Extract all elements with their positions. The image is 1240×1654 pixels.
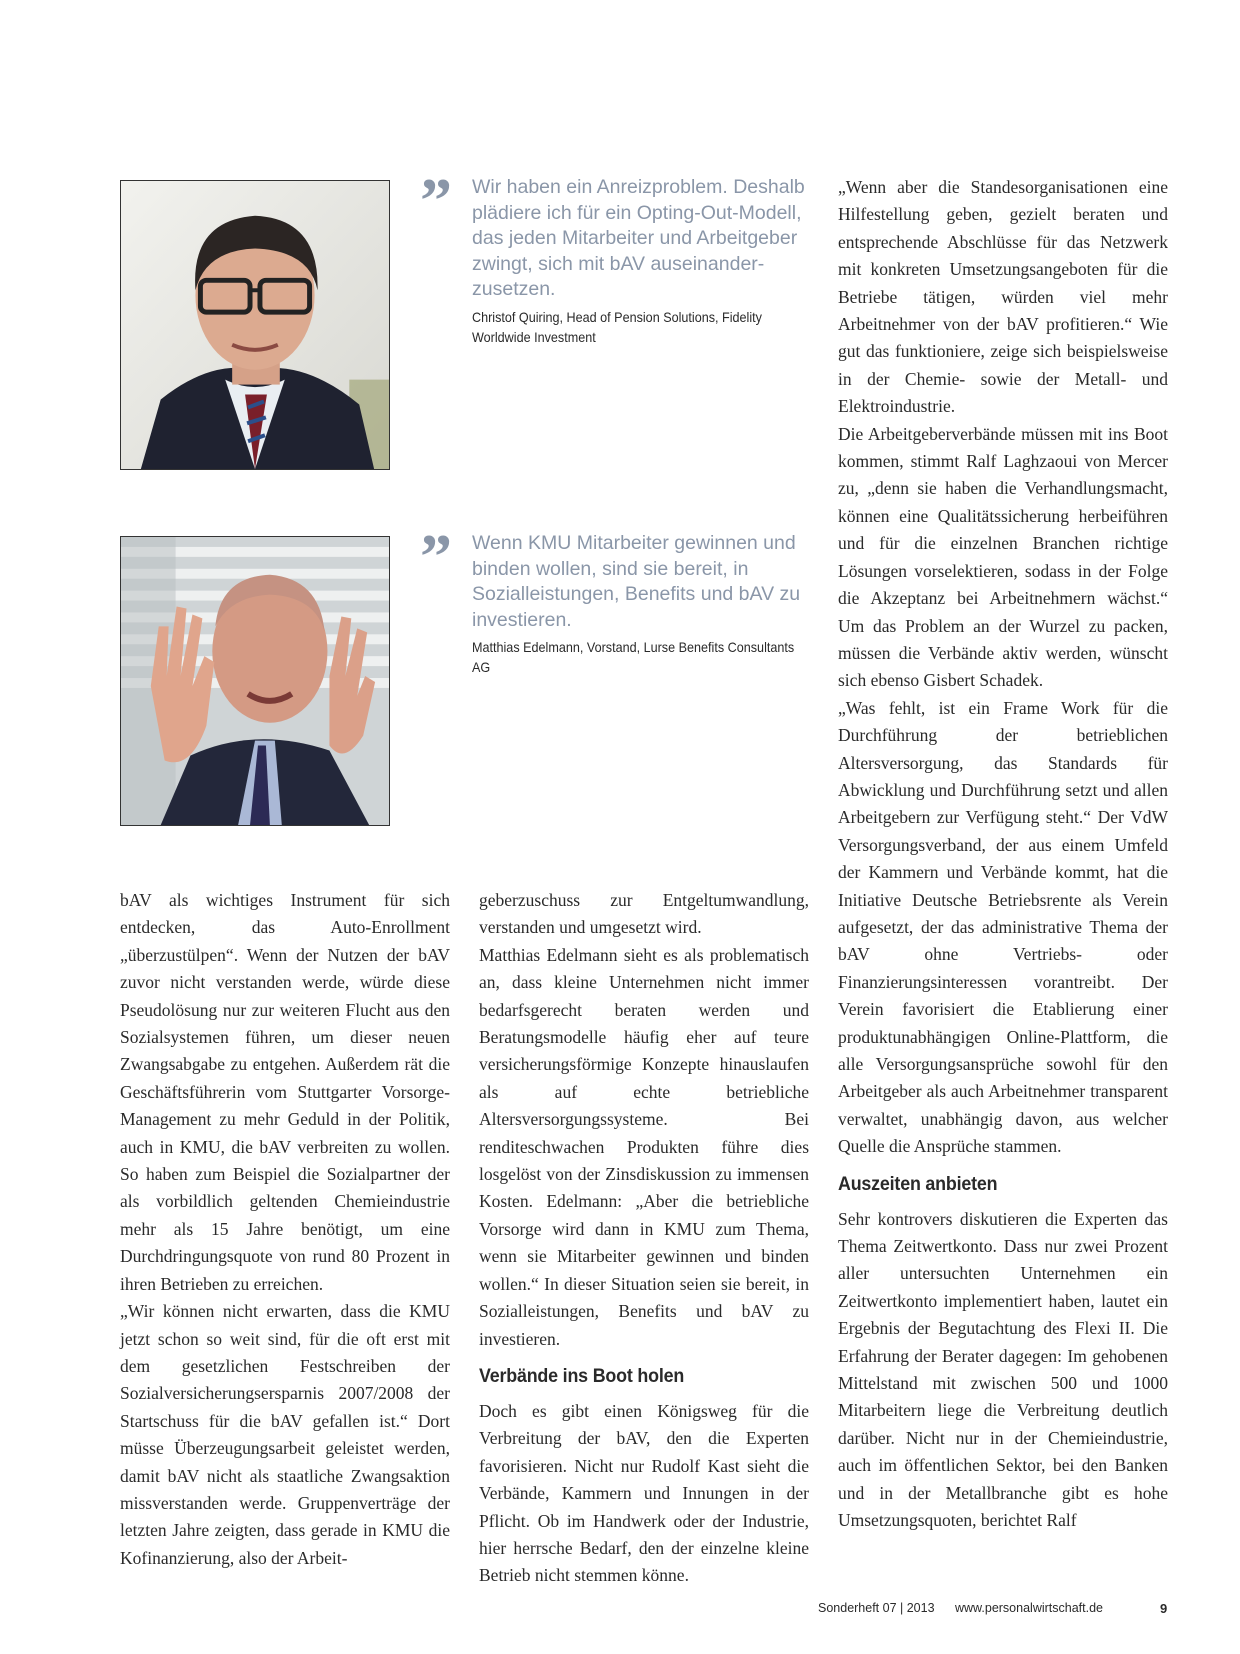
portrait-matthias-edelmann bbox=[120, 536, 390, 826]
page-number: 9 bbox=[1160, 1601, 1168, 1616]
article-column-3 bbox=[838, 174, 1168, 1535]
issue-label: Sonderheft 07 | 2013 bbox=[818, 1601, 935, 1615]
section-heading: Auszeiten anbieten bbox=[838, 1173, 998, 1195]
quote-text: Wenn KMU Mitarbeiter gewinnen und binden wollen, sind sie bereit, in Sozialleistungen, Benefits und bAV zu investieren. bbox=[472, 532, 801, 631]
quote-attribution: Matthias Edelmann, Vorstand, Lurse Benefits Consultants AG bbox=[472, 639, 795, 675]
quote-mark-icon: ” bbox=[420, 521, 448, 592]
article-column-1 bbox=[120, 887, 450, 1572]
paragraph: Die Arbeitgeberverbände müssen mit ins Boot kommen, stimmt Ralf Laghzaoui von Mercer zu, „denn sie haben die Verhandlungsmacht, können eine Qualitätssicherung herbeiführen und für die einzelnen Branchen richtige Lösungen vorselektieren, sodass in der Folge die Akzeptanz bei Arbeitnehmern wächst.“ Um das Problem an der Wurzel zu packen, müssen die Verbände aktiv werden, wünscht sich ebenso Gisbert Schadek. bbox=[838, 423, 1168, 691]
section-heading: Verbände ins Boot holen bbox=[479, 1365, 685, 1387]
quote-mark-icon: ” bbox=[420, 165, 448, 236]
quote-attribution: Christof Quiring, Head of Pension Solutions, Fidelity Worldwide Investment bbox=[472, 308, 762, 345]
website-link[interactable]: www.personalwirtschaft.de bbox=[955, 1601, 1103, 1615]
paragraph: „Wir können nicht erwarten, dass die KMU jetzt schon so weit sind, für die oft erst mit dem gesetzlichen Festschreiben der Sozialversicherungsersparnis 2007/2008 der Startschuss für die bAV gefallen ist.“ Dort müsse Überzeugungsarbeit geleistet werden, damit bAV nicht als staatliche Zwangsaktion missverstanden werde. Gruppenverträge der letzten Jahre zeigten, dass gerade in KMU die Kofinanzierung, also der Arbeit- bbox=[120, 1301, 450, 1568]
pull-quote-edelmann bbox=[420, 521, 810, 677]
paragraph: „Wenn aber die Standesorganisationen eine Hilfestellung geben, gezielt beraten und entsprechende Abschlüsse für das Netzwerk mit konkreten Umsetzungsangeboten für die Betriebe tätigen, würden viel mehr Arbeitnehmer von der bAV profitieren.“ Wie gut das funktioniere, zeige sich beispielsweise in der Chemie- sowie der Metall- und Elektroindustrie. bbox=[838, 177, 1168, 417]
paragraph: geberzuschuss zur Entgeltumwandlung, verstanden und umgesetzt wird. bbox=[479, 890, 809, 938]
portrait-christof-quiring bbox=[120, 180, 390, 470]
article-column-2 bbox=[479, 887, 809, 1590]
paragraph: Sehr kontrovers diskutieren die Experten das Thema Zeitwertkonto. Dass nur zwei Prozent aller untersuchten Unternehmen ein Zeitwertkonto implementiert haben, lautet ein Ergebnis der Begutachtung des Flexi II. Die Erfahrung der Berater dagegen: Im gehobenen Mittelstand mit zwischen 500 und 1000 Mitarbeitern liege die Verbreitung deutlich darüber. Nicht nur in der Chemieindustrie, auch im öffentlichen Sektor, bei den Banken und in der Metallbranche gibt es hohe Umsetzungsquoten, berichtet Ralf bbox=[838, 1208, 1168, 1531]
pull-quote-quiring bbox=[420, 165, 810, 347]
quote-text: Wir haben ein Anreizproblem. Deshalb plädiere ich für ein Opting-Out-Modell, das jeden Mitarbeiter und Arbeitgeber zwingt, sich mit bAV auseinander-zusetzen. bbox=[472, 176, 805, 300]
paragraph: Matthias Edelmann sieht es als problematisch an, dass kleine Unternehmen nicht immer bedarfsgerecht beraten werden und Beratungsmodelle häufig eher auf teure versicherungsförmige Konzepte hinauslaufen als auf echte betriebliche Altersversorgungssysteme. Bei renditeschwachen Produkten führe dies losgelöst von der Zinsdiskussion zu immensen Kosten. Edelmann: „Aber die betriebliche Vorsorge wird dann in KMU zum Thema, wenn sie Mitarbeiter gewinnen und binden wollen.“ In dieser Situation seien sie bereit, in Sozialleistungen, Benefits und bAV zu investieren. bbox=[479, 944, 809, 1349]
paragraph: „Was fehlt, ist ein Frame Work für die Durchführung der betrieblichen Altersversorgung, das Standards für Abwicklung und Durchführung setzt und allen Arbeitgebern zur Verfügung steht.“ Der VdW Versorgungsverband, der aus einem Umfeld der Kammern und Verbände kommt, hat die Initiative Deutsche Betriebsrente als Verein aufgesetzt, der das administrative Thema der bAV ohne Vertriebs- oder Finanzierungsinteressen vorantreibt. Der Verein favorisiert die Etablierung einer produktunabhängigen Online-Plattform, die alle Versorgungsansprüche sowohl für den Arbeitgeber als auch Arbeitnehmer transparent verwaltet, unabhängig davon, aus welcher Quelle die Ansprüche stammen. bbox=[838, 697, 1168, 1157]
paragraph: bAV als wichtiges Instrument für sich entdecken, das Auto-Enrollment „überzustülpen“. Wenn der Nutzen der bAV zuvor nicht verstanden werde, würde diese Pseudolösung nur zur weiteren Flucht aus den Sozialsystemen führen, um dieser neuen Zwangsabgabe zu entgehen. Außerdem rät die Geschäftsführerin vom Stuttgarter Vorsorge-Management zu mehr Geduld in der Politik, auch in KMU, die bAV verbreiten zu wollen. So haben zum Beispiel die Sozialpartner der als vorbildlich geltenden Chemieindustrie mehr als 15 Jahre benötigt, um eine Durchdringungsquote von rund 80 Prozent in ihren Betrieben zu erreichen. bbox=[120, 890, 450, 1294]
paragraph: Doch es gibt einen Königsweg für die Verbreitung der bAV, den die Experten favorisieren. Nicht nur Rudolf Kast sieht die Verbände, Kammern und Innungen in der Pflicht. Ob im Handwerk oder der Industrie, hier herrsche Bedarf, den der einzelne kleine Betrieb nicht stemmen könne. bbox=[479, 1400, 809, 1586]
